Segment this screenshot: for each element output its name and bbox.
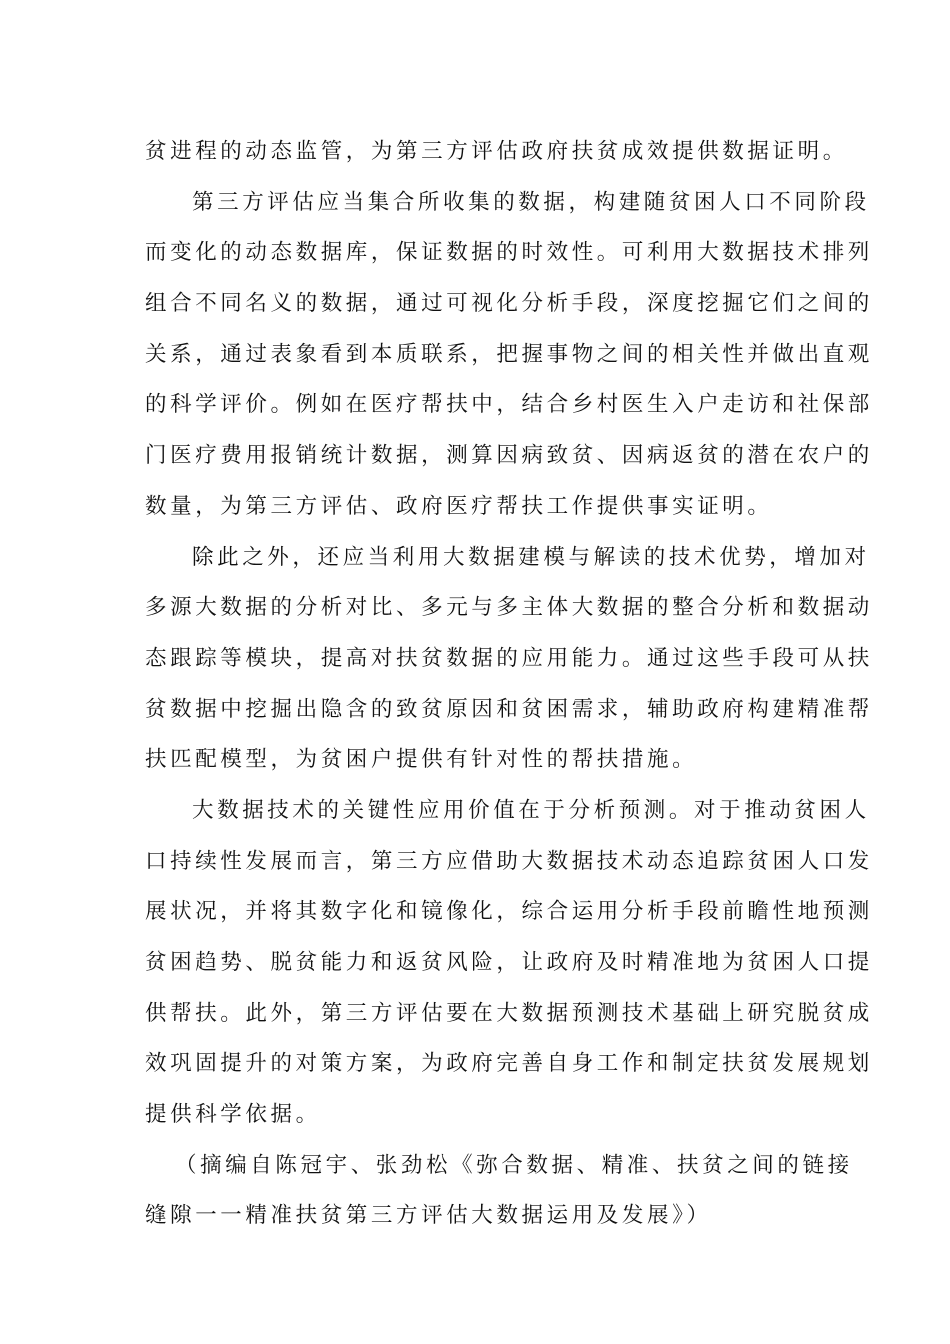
paragraph-line: 组合不同名义的数据，通过可视化分析手段，深度挖掘它们之间的: [145, 291, 873, 317]
paragraph-line: 态跟踪等模块，提高对扶贫数据的应用能力。通过这些手段可从扶: [145, 645, 873, 671]
paragraph-line: 多源大数据的分析对比、多元与多主体大数据的整合分析和数据动: [145, 595, 873, 621]
citation-line: 缝隙一一精准扶贫第三方评估大数据运用及发展》）: [145, 1203, 712, 1229]
paragraph-line: 提供科学依据。: [145, 1102, 321, 1128]
paragraph-line: 大数据技术的关键性应用价值在于分析预测。对于推动贫困人: [192, 797, 870, 823]
paragraph-line: 贫困趋势、脱贫能力和返贫风险，让政府及时精准地为贫困人口提: [145, 950, 873, 975]
paragraph-line: 的科学评价。例如在医疗帮扶中，结合乡村医生入户走访和社保部: [145, 392, 873, 418]
paragraph-line: 展状况，并将其数字化和镜像化，综合运用分析手段前瞻性地预测: [145, 899, 873, 925]
citation-line: （摘编自陈冠宇、张劲松《弥合数据、精准、扶贫之间的链接: [175, 1152, 853, 1178]
paragraph-line: 第三方评估应当集合所收集的数据，构建随贫困人口不同阶段: [192, 189, 870, 215]
paragraph-line: 扶匹配模型，为贫困户提供有针对性的帮扶措施。: [145, 747, 698, 773]
paragraph-line: 贫数据中挖掘出隐含的致贫原因和贫困需求，辅助政府构建精准帮: [145, 696, 873, 722]
article-body: [145, 127, 873, 1242]
paragraph-line: 贫进程的动态监管，为第三方评估政府扶贫成效提供数据证明。: [145, 139, 848, 164]
paragraph-line: 供帮扶。此外，第三方评估要在大数据预测技术基础上研究脱贫成: [145, 1000, 873, 1026]
paragraph-line: 而变化的动态数据库，保证数据的时效性。可利用大数据技术排列: [145, 240, 873, 266]
paragraph-line: 口持续性发展而言，第三方应借助大数据技术动态追踪贫困人口发: [145, 848, 873, 874]
paragraph-line: 效巩固提升的对策方案，为政府完善自身工作和制定扶贫发展规划: [145, 1051, 873, 1077]
paragraph-line: 关系，通过表象看到本质联系，把握事物之间的相关性并做出直观: [145, 341, 873, 367]
paragraph-line: 门医疗费用报销统计数据，测算因病致贫、因病返贫的潜在农户的: [145, 443, 873, 469]
paragraph-line: 除此之外，还应当利用大数据建模与解读的技术优势，增加对: [192, 544, 870, 570]
paragraph-line: 数量，为第三方评估、政府医疗帮扶工作提供事实证明。: [145, 493, 773, 519]
